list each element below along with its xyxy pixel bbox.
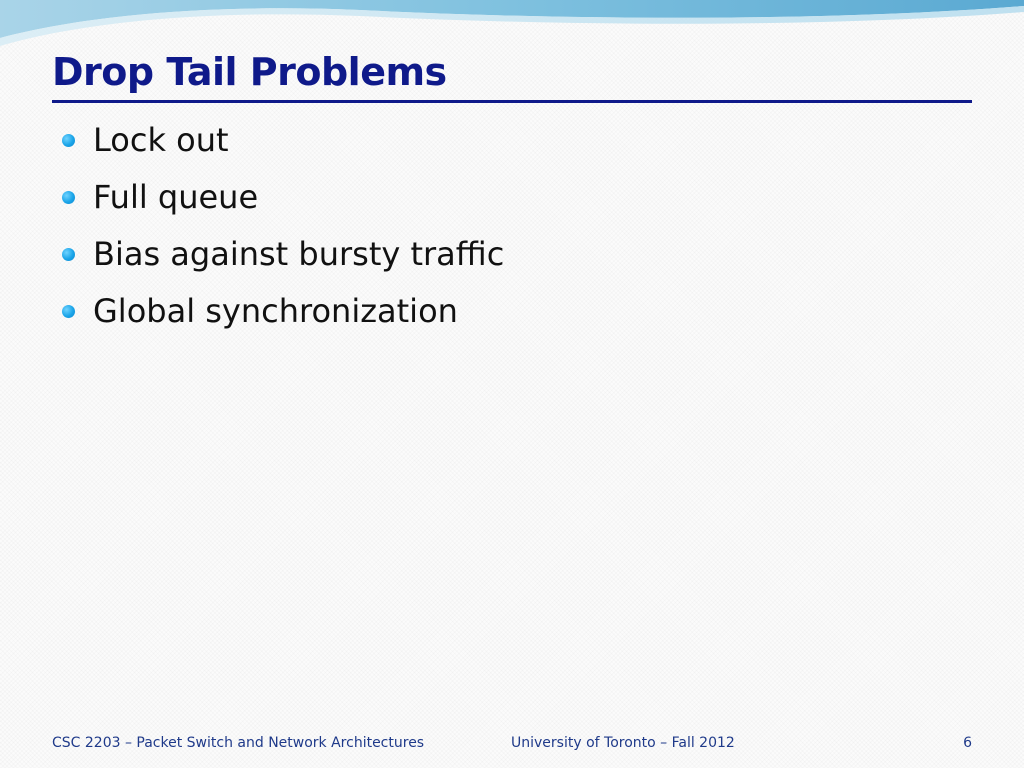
bullet-item <box>62 175 504 232</box>
bullet-list <box>62 118 504 346</box>
bullet-item <box>62 118 504 175</box>
bullet-item <box>62 289 504 346</box>
bullet-text: Full queue <box>93 178 259 216</box>
footer-course: CSC 2203 – Packet Switch and Network Architectures <box>52 735 425 751</box>
bullet-item <box>62 232 504 289</box>
bullet-dot-icon <box>62 191 75 204</box>
bullet-text: Bias against bursty traffic <box>93 235 505 273</box>
slide-title: Drop Tail Problems <box>52 50 447 94</box>
bullet-dot-icon <box>62 305 75 318</box>
title-underline <box>52 100 972 103</box>
slide-number: 6 <box>963 735 972 751</box>
bullet-dot-icon <box>62 134 75 147</box>
bullet-text: Global synchronization <box>93 292 458 330</box>
footer-institution: University of Toronto – Fall 2012 <box>511 735 735 751</box>
bullet-text: Lock out <box>93 121 229 159</box>
header-wave-decoration <box>0 0 1024 50</box>
bullet-dot-icon <box>62 248 75 261</box>
